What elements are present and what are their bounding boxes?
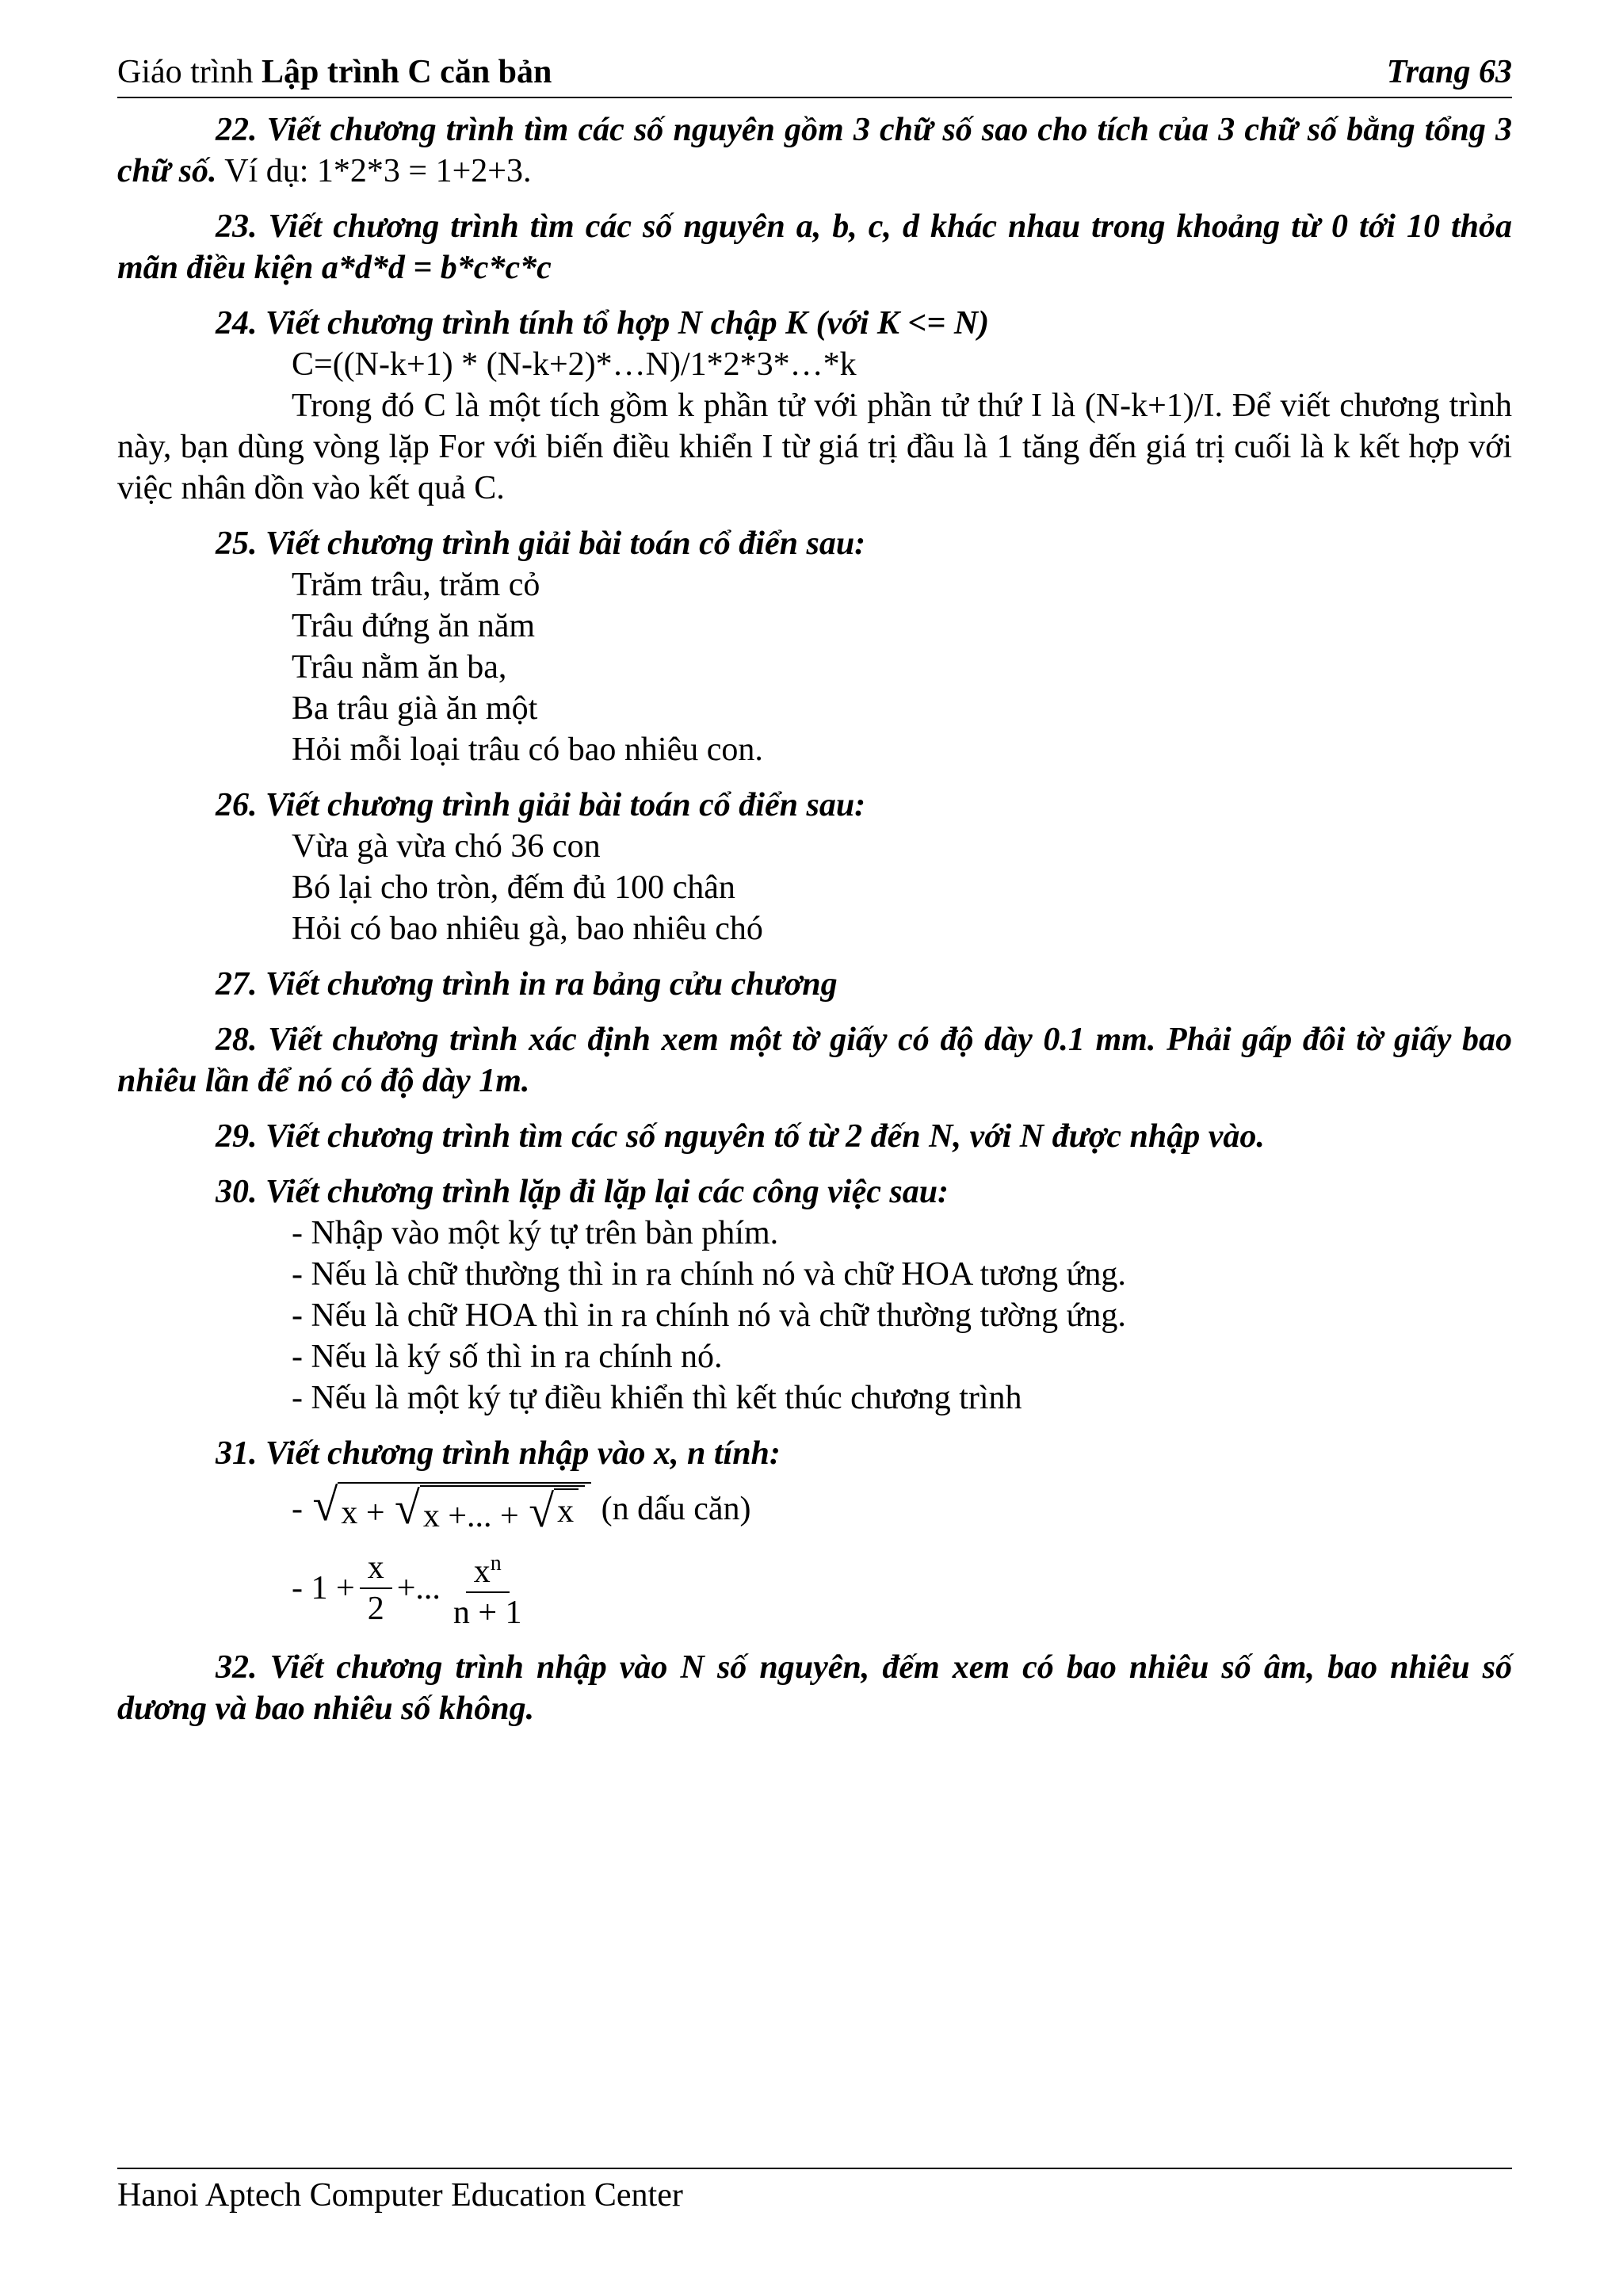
exercise-29: 29. Viết chương trình tìm các số nguyên tố từ 2 đến N, với N được nhập vào. [216,1118,1265,1155]
page-footer [117,2168,1512,2215]
poem-line: Hỏi mỗi loại trâu có bao nhiêu con. [292,732,763,768]
exercise-22: 22. Viết chương trình tìm các số nguyên gồm 3 chữ số sao cho tích của 3 chữ số bằng tổng 3 chữ số. Ví dụ: 1*2*3 = 1+2+3. [117,112,1512,189]
task-line: - Nếu là một ký tự điều khiển thì kết thúc chương trình [292,1380,1022,1416]
footer-text: Hanoi Aptech Computer Education Center [117,2177,683,2214]
exercise-23: 23. Viết chương trình tìm các số nguyên a, b, c, d khác nhau trong khoảng từ 0 tới 10 thỏa mãn điều kiện a*d*d = b*c*c*c [117,208,1512,286]
poem-line: Vừa gà vừa chó 36 con [292,828,601,865]
task-line: - Nếu là chữ HOA thì in ra chính nó và chữ thường tường ứng. [292,1297,1126,1334]
header-book-title: Giáo trình Lập trình C căn bản [117,54,552,90]
exercise-31: 31. Viết chương trình nhập vào x, n tính: - √ x + √ x +... + √ x (n dấu căn) - 1 + $\frac{x}{2}$ +... $\frac{x^n}{n + 1}$ [117,1433,1512,1633]
exercise-30: 30. Viết chương trình lặp đi lặp lại các công việc sau: - Nhập vào một ký tự trên bàn phím. - Nếu là chữ thường thì in ra chính nó và chữ HOA tương ứng. - Nếu là chữ HOA thì in ra chính nó và chữ thường tường ứng. - Nếu là ký số thì in ra chính nó. - Nếu là một ký tự điều khiển thì kết thúc chương trình [117,1171,1512,1419]
task-line: - Nếu là chữ thường thì in ra chính nó và chữ HOA tương ứng. [292,1256,1126,1293]
exercise-24: 24. Viết chương trình tính tổ hợp N chập K (với K <= N) C=((N-k+1) * (N-k+2)*…N)/1*2*3*…*k Trong đó C là một tích gồm k phần tử với phần tử thứ I là (N-k+1)/I. Để viết chương trình này, bạn dùng vòng lặp For với biến điều khiển I từ giá trị đầu là 1 tăng đến giá trị cuối là k kết hợp với việc nhân dồn vào kết quả C. [117,303,1512,509]
poem-line: Trâu nằm ăn ba, [292,649,507,686]
exercise-25: 25. Viết chương trình giải bài toán cổ điển sau: Trăm trâu, trăm cỏ Trâu đứng ăn năm Trâu nằm ăn ba, Ba trâu già ăn một Hỏi mỗi loại trâu có bao nhiêu con. [117,523,1512,770]
nested-sqrt-formula: - √ x + √ x +... + √ x (n dấu căn) [292,1479,751,1537]
task-line: - Nếu là ký số thì in ra chính nó. [292,1339,723,1375]
series-formula: - 1 + $\frac{x}{2}$ +... $\frac{x^n}{n + 1}$ [292,1544,1512,1633]
header-page-number: Trang 63 [1386,54,1512,90]
exercise-32: 32. Viết chương trình nhập vào N số nguyên, đếm xem có bao nhiêu số âm, bao nhiêu số dương và bao nhiêu số không. [117,1649,1512,1727]
exercise-28: 28. Viết chương trình xác định xem một tờ giấy có độ dày 0.1 mm. Phải gấp đôi tờ giấy bao nhiêu lần để nó có độ dày 1m. [117,1022,1512,1099]
exercise-27: 27. Viết chương trình in ra bảng cửu chương [216,966,838,1003]
poem-line: Trăm trâu, trăm cỏ [292,567,540,603]
poem-line: Trâu đứng ăn năm [292,608,536,644]
page-header [117,52,1512,98]
combination-formula: C=((N-k+1) * (N-k+2)*…N)/1*2*3*…*k [292,346,857,383]
poem-line: Ba trâu già ăn một [292,690,538,727]
task-line: - Nhập vào một ký tự trên bàn phím. [292,1215,779,1251]
poem-line: Hỏi có bao nhiêu gà, bao nhiêu chó [292,911,763,947]
document-page [117,52,1512,1744]
exercise-26: 26. Viết chương trình giải bài toán cổ điển sau: Vừa gà vừa chó 36 con Bó lại cho tròn, đếm đủ 100 chân Hỏi có bao nhiêu gà, bao nhiêu chó [117,785,1512,949]
poem-line: Bó lại cho tròn, đếm đủ 100 chân [292,869,735,906]
exercise-24-description: Trong đó C là một tích gồm k phần tử với phần tử thứ I là (N-k+1)/I. Để viết chương trình này, bạn dùng vòng lặp For với biến điều khiển I từ giá trị đầu là 1 tăng đến giá trị cuối là k kết hợp với việc nhân dồn vào kết quả C. [117,388,1512,506]
exercise-list [117,109,1512,1729]
